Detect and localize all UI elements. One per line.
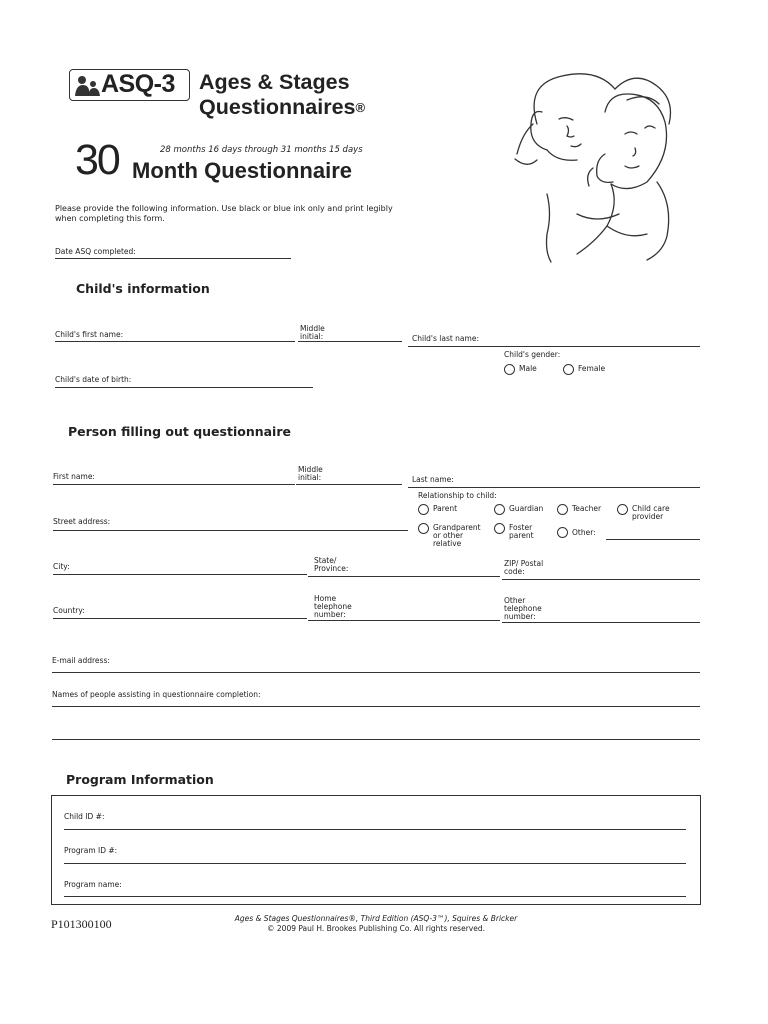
radio-circle[interactable] xyxy=(504,364,515,375)
last-name-label: Last name: xyxy=(412,475,454,484)
gender-option-male[interactable] xyxy=(504,364,537,375)
middle-initial-label: Middle initial: xyxy=(298,465,323,482)
assisting-names-field-1[interactable] xyxy=(52,706,700,707)
zip-label: ZIP/ Postal code: xyxy=(504,559,544,576)
child-last-name-label: Child's last name: xyxy=(412,334,479,343)
street-address-label: Street address: xyxy=(53,517,111,526)
program-name-field[interactable] xyxy=(64,896,686,897)
last-name-field[interactable] xyxy=(408,487,700,488)
age-number: 30 xyxy=(75,136,119,184)
citation-line-2: © 2009 Paul H. Brookes Publishing Co. All rights reserved. xyxy=(267,923,485,933)
brand-name xyxy=(199,70,365,120)
home-phone-label: Home telephone number: xyxy=(314,594,352,619)
home-phone-field[interactable] xyxy=(308,620,500,621)
relationship-option-other[interactable] xyxy=(557,527,596,538)
email-field[interactable] xyxy=(52,672,700,673)
relationship-option-guardian[interactable] xyxy=(494,504,543,515)
date-completed-field[interactable] xyxy=(55,258,291,259)
radio-circle[interactable] xyxy=(557,527,568,538)
child-last-name-field[interactable] xyxy=(408,346,700,347)
program-info-box xyxy=(51,795,701,905)
registered-mark: ® xyxy=(355,100,366,115)
program-name-label: Program name: xyxy=(64,880,122,889)
radio-circle[interactable] xyxy=(563,364,574,375)
option-label: Grandparent or other relative xyxy=(433,523,481,548)
country-field[interactable] xyxy=(53,618,307,619)
relationship-option-child-care-provider[interactable] xyxy=(617,504,674,521)
other-phone-field[interactable] xyxy=(502,622,700,623)
program-info-heading: Program Information xyxy=(66,772,214,787)
state-field[interactable] xyxy=(308,576,500,577)
form-title: Month Questionnaire xyxy=(132,158,352,183)
radio-circle[interactable] xyxy=(494,523,505,534)
option-label: Female xyxy=(578,364,606,373)
option-label: Child care provider xyxy=(632,504,670,521)
program-id-field[interactable] xyxy=(64,863,686,864)
brand-line-2: Questionnaires® xyxy=(199,95,366,119)
parent-child-logo-icon xyxy=(73,74,103,98)
logo-text: ASQ-3 xyxy=(101,70,175,98)
child-first-name-field[interactable] xyxy=(55,341,295,342)
child-info-heading: Child's information xyxy=(76,281,210,296)
form-code: P101300100 xyxy=(51,917,112,931)
assisting-names-field-2[interactable] xyxy=(52,739,700,740)
country-label: Country: xyxy=(53,606,85,615)
option-label: Teacher xyxy=(572,504,602,513)
child-id-field[interactable] xyxy=(64,829,686,830)
child-id-label: Child ID #: xyxy=(64,812,105,821)
option-label: Guardian xyxy=(509,504,544,513)
child-dob-field[interactable] xyxy=(55,387,313,388)
date-completed-label: Date ASQ completed: xyxy=(55,247,136,256)
radio-circle[interactable] xyxy=(557,504,568,515)
zip-field[interactable] xyxy=(502,579,700,580)
option-label: Foster parent xyxy=(509,523,534,540)
state-label: State/ Province: xyxy=(314,556,349,573)
age-range: 28 months 16 days through 31 months 15 days xyxy=(160,145,363,155)
radio-circle[interactable] xyxy=(494,504,505,515)
relationship-option-teacher[interactable] xyxy=(557,504,601,515)
citation-line-1: Ages & Stages Questionnaires®, Third Edition (ASQ-3™), Squires & Bricker xyxy=(234,914,518,923)
option-label: Parent xyxy=(433,504,458,513)
gender-option-female[interactable] xyxy=(563,364,605,375)
first-name-label: First name: xyxy=(53,472,95,481)
child-dob-label: Child's date of birth: xyxy=(55,375,132,384)
radio-circle[interactable] xyxy=(418,523,429,534)
child-middle-initial-label: Middle initial: xyxy=(300,324,325,341)
child-middle-initial-field[interactable] xyxy=(298,341,402,342)
relationship-option-parent[interactable] xyxy=(418,504,457,515)
mother-and-child-illustration xyxy=(507,64,685,264)
option-label: Other: xyxy=(572,528,596,537)
first-name-field[interactable] xyxy=(53,484,295,485)
program-id-label: Program ID #: xyxy=(64,846,118,855)
brand-line-1: Ages & Stages xyxy=(199,70,350,94)
street-address-field[interactable] xyxy=(53,530,408,531)
radio-circle[interactable] xyxy=(617,504,628,515)
email-label: E-mail address: xyxy=(52,656,110,665)
relationship-option-grandparent[interactable] xyxy=(418,523,483,548)
city-label: City: xyxy=(53,562,70,571)
city-field[interactable] xyxy=(53,574,307,575)
assisting-names-label: Names of people assisting in questionnaire completion: xyxy=(52,690,261,699)
other-phone-label: Other telephone number: xyxy=(504,596,542,621)
instructions: Please provide the following information. Use black or blue ink only and print legibly when completing this form. xyxy=(55,204,393,223)
person-info-heading: Person filling out questionnaire xyxy=(68,424,291,439)
radio-circle[interactable] xyxy=(418,504,429,515)
citation xyxy=(216,914,536,933)
middle-initial-field[interactable] xyxy=(296,484,402,485)
asq3-logo xyxy=(69,69,190,101)
relationship-label: Relationship to child: xyxy=(418,491,497,500)
child-first-name-label: Child's first name: xyxy=(55,330,124,339)
relationship-option-foster-parent[interactable] xyxy=(494,523,541,540)
option-label: Male xyxy=(519,364,537,373)
relationship-other-field[interactable] xyxy=(606,539,700,540)
child-gender-label: Child's gender: xyxy=(504,350,561,359)
